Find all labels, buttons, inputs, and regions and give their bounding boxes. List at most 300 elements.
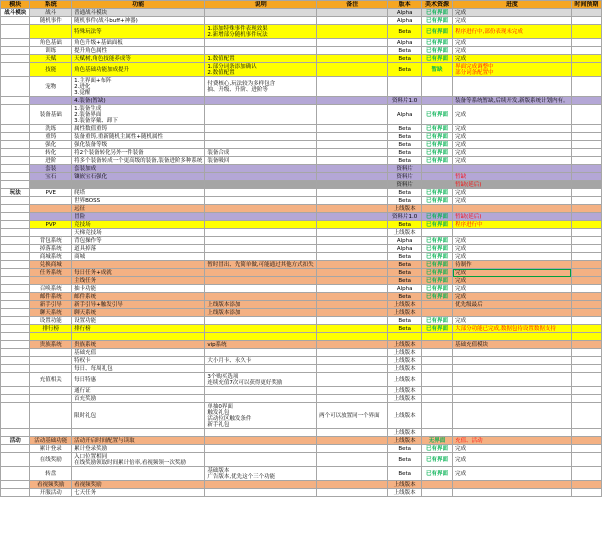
version-cell[interactable]: Beta bbox=[388, 445, 422, 453]
note-cell[interactable] bbox=[317, 229, 388, 237]
progress-cell[interactable]: 完成 bbox=[453, 39, 572, 47]
progress-cell[interactable]: 完成 bbox=[453, 125, 572, 133]
art-cell[interactable]: 已有界面 bbox=[421, 55, 452, 63]
module-cell[interactable] bbox=[1, 213, 30, 221]
module-cell[interactable]: 战斗模块 bbox=[1, 9, 30, 17]
note-cell[interactable] bbox=[317, 97, 388, 105]
description-cell[interactable] bbox=[205, 189, 317, 197]
module-cell[interactable] bbox=[1, 481, 30, 489]
note-cell[interactable] bbox=[317, 453, 388, 467]
progress-cell[interactable] bbox=[453, 349, 572, 357]
description-cell[interactable] bbox=[205, 349, 317, 357]
eta-cell[interactable] bbox=[571, 269, 601, 277]
feature-cell[interactable]: 排行榜 bbox=[72, 325, 205, 333]
art-cell[interactable]: 已有界面 bbox=[421, 141, 452, 149]
eta-cell[interactable] bbox=[571, 157, 601, 165]
version-cell[interactable]: Beta bbox=[388, 149, 422, 157]
eta-cell[interactable] bbox=[571, 105, 601, 125]
art-cell[interactable] bbox=[421, 489, 452, 497]
art-cell[interactable]: 已有界面 bbox=[421, 277, 452, 285]
art-cell[interactable] bbox=[421, 341, 452, 349]
description-cell[interactable]: 装备合成 bbox=[205, 149, 317, 157]
note-cell[interactable] bbox=[317, 181, 388, 189]
eta-cell[interactable] bbox=[571, 9, 601, 17]
note-cell[interactable] bbox=[317, 39, 388, 47]
art-cell[interactable]: 已有界面 bbox=[421, 189, 452, 197]
progress-cell[interactable]: 界面完成调整中 部分词条配置中 bbox=[453, 63, 572, 77]
feature-cell[interactable]: 竞技场 bbox=[72, 221, 205, 229]
description-cell[interactable] bbox=[205, 47, 317, 55]
feature-cell[interactable]: 首充奖励 bbox=[72, 395, 205, 403]
module-cell[interactable] bbox=[1, 197, 30, 205]
feature-cell[interactable]: 基础充值 bbox=[72, 349, 205, 357]
description-cell[interactable]: 1.添加特殊事件表现效果 2.新增部分随机事件玩法 bbox=[205, 25, 317, 39]
description-cell[interactable] bbox=[205, 269, 317, 277]
module-cell[interactable] bbox=[1, 63, 30, 77]
col-header[interactable]: 进度 bbox=[453, 1, 572, 9]
eta-cell[interactable] bbox=[571, 489, 601, 497]
feature-cell[interactable]: 每日、每周礼包 bbox=[72, 365, 205, 373]
note-cell[interactable] bbox=[317, 165, 388, 173]
progress-cell[interactable]: 完成 bbox=[453, 105, 572, 125]
art-cell[interactable]: 已有界面 bbox=[421, 237, 452, 245]
art-cell[interactable] bbox=[421, 181, 452, 189]
eta-cell[interactable] bbox=[571, 387, 601, 395]
art-cell[interactable] bbox=[421, 333, 452, 341]
art-cell[interactable]: 已有界面 bbox=[421, 25, 452, 39]
module-cell[interactable] bbox=[1, 133, 30, 141]
note-cell[interactable] bbox=[317, 77, 388, 97]
feature-cell[interactable]: 每日特惠 bbox=[72, 373, 205, 387]
version-cell[interactable]: 资料片 bbox=[388, 181, 422, 189]
progress-cell[interactable]: 完成 bbox=[453, 157, 572, 165]
art-cell[interactable]: 已有界面 bbox=[421, 47, 452, 55]
module-cell[interactable] bbox=[1, 429, 30, 437]
note-cell[interactable] bbox=[317, 9, 388, 17]
system-cell[interactable] bbox=[30, 349, 72, 357]
system-cell[interactable]: 战斗 bbox=[30, 9, 72, 17]
description-cell[interactable] bbox=[205, 445, 317, 453]
version-cell[interactable]: 资料片 bbox=[388, 165, 422, 173]
progress-cell[interactable] bbox=[453, 205, 572, 213]
art-cell[interactable]: 已有界面 bbox=[421, 325, 452, 333]
module-cell[interactable] bbox=[1, 317, 30, 325]
eta-cell[interactable] bbox=[571, 285, 601, 293]
eta-cell[interactable] bbox=[571, 403, 601, 429]
module-cell[interactable] bbox=[1, 165, 30, 173]
eta-cell[interactable] bbox=[571, 237, 601, 245]
version-cell[interactable]: 资料片1.0 bbox=[388, 213, 422, 221]
art-cell[interactable]: 已有界面 bbox=[421, 467, 452, 481]
note-cell[interactable] bbox=[317, 17, 388, 25]
col-header[interactable]: 版本 bbox=[388, 1, 422, 9]
progress-cell[interactable]: 暂缺(延后) bbox=[453, 213, 572, 221]
version-cell[interactable]: Beta bbox=[388, 221, 422, 229]
version-cell[interactable]: 资料片 bbox=[388, 173, 422, 181]
progress-cell[interactable] bbox=[453, 365, 572, 373]
progress-cell[interactable]: 完成 bbox=[453, 453, 572, 467]
feature-cell[interactable]: 远征 bbox=[72, 205, 205, 213]
description-cell[interactable] bbox=[205, 395, 317, 403]
progress-cell[interactable]: 完成 bbox=[453, 9, 572, 17]
version-cell[interactable]: 资料片1.0 bbox=[388, 97, 422, 105]
progress-cell[interactable]: 完成 bbox=[453, 277, 572, 285]
system-cell[interactable] bbox=[30, 277, 72, 285]
feature-cell[interactable] bbox=[72, 333, 205, 341]
art-cell[interactable]: 已有界面 bbox=[421, 39, 452, 47]
eta-cell[interactable] bbox=[571, 25, 601, 39]
description-cell[interactable]: 3个购买选项 连续充值7次可以获得更好奖励 bbox=[205, 373, 317, 387]
description-cell[interactable] bbox=[205, 437, 317, 445]
version-cell[interactable]: Beta bbox=[388, 325, 422, 333]
module-cell[interactable] bbox=[1, 157, 30, 165]
system-cell[interactable]: 在线奖励 bbox=[30, 453, 72, 467]
progress-cell[interactable] bbox=[453, 309, 572, 317]
description-cell[interactable] bbox=[205, 453, 317, 467]
art-cell[interactable] bbox=[421, 229, 452, 237]
feature-cell[interactable]: 强化装备等级 bbox=[72, 141, 205, 149]
art-cell[interactable] bbox=[421, 173, 452, 181]
feature-cell[interactable]: 特权卡 bbox=[72, 357, 205, 365]
progress-cell[interactable]: 完成 bbox=[453, 253, 572, 261]
module-cell[interactable] bbox=[1, 387, 30, 395]
system-cell[interactable]: 转盘 bbox=[30, 467, 72, 481]
version-cell[interactable]: 上线版本 bbox=[388, 403, 422, 429]
module-cell[interactable] bbox=[1, 39, 30, 47]
description-cell[interactable] bbox=[205, 245, 317, 253]
note-cell[interactable] bbox=[317, 141, 388, 149]
module-cell[interactable] bbox=[1, 373, 30, 387]
version-cell[interactable]: 上线版本 bbox=[388, 481, 422, 489]
description-cell[interactable] bbox=[205, 213, 317, 221]
progress-cell[interactable] bbox=[453, 489, 572, 497]
module-cell[interactable]: 玩法 bbox=[1, 189, 30, 197]
description-cell[interactable] bbox=[205, 429, 317, 437]
module-cell[interactable] bbox=[1, 25, 30, 39]
note-cell[interactable] bbox=[317, 395, 388, 403]
description-cell[interactable] bbox=[205, 365, 317, 373]
note-cell[interactable] bbox=[317, 341, 388, 349]
version-cell[interactable]: 上线版本 bbox=[388, 229, 422, 237]
system-cell[interactable]: 转化 bbox=[30, 149, 72, 157]
description-cell[interactable] bbox=[205, 253, 317, 261]
art-cell[interactable]: 已有界面 bbox=[421, 157, 452, 165]
note-cell[interactable] bbox=[317, 63, 388, 77]
feature-cell[interactable]: 抽卡功能 bbox=[72, 285, 205, 293]
system-cell[interactable] bbox=[30, 333, 72, 341]
eta-cell[interactable] bbox=[571, 317, 601, 325]
note-cell[interactable] bbox=[317, 357, 388, 365]
art-cell[interactable]: 已有界面 bbox=[421, 149, 452, 157]
art-cell[interactable]: 已有界面 bbox=[421, 269, 452, 277]
note-cell[interactable] bbox=[317, 429, 388, 437]
version-cell[interactable]: Beta bbox=[388, 141, 422, 149]
system-cell[interactable]: 宝石 bbox=[30, 173, 72, 181]
feature-cell[interactable]: 通行证 bbox=[72, 387, 205, 395]
module-cell[interactable] bbox=[1, 293, 30, 301]
system-cell[interactable] bbox=[30, 197, 72, 205]
module-cell[interactable] bbox=[1, 141, 30, 149]
module-cell[interactable] bbox=[1, 229, 30, 237]
note-cell[interactable] bbox=[317, 47, 388, 55]
version-cell[interactable]: Beta bbox=[388, 25, 422, 39]
version-cell[interactable]: 上线版本 bbox=[388, 309, 422, 317]
art-cell[interactable] bbox=[421, 205, 452, 213]
eta-cell[interactable] bbox=[571, 197, 601, 205]
eta-cell[interactable] bbox=[571, 357, 601, 365]
version-cell[interactable]: Beta bbox=[388, 269, 422, 277]
progress-cell[interactable]: 完成 bbox=[453, 141, 572, 149]
progress-cell[interactable] bbox=[453, 77, 572, 97]
system-cell[interactable]: 角色基础 bbox=[30, 39, 72, 47]
col-header[interactable]: 说明 bbox=[205, 1, 317, 9]
progress-cell[interactable]: 完成 bbox=[453, 189, 572, 197]
art-cell[interactable] bbox=[421, 481, 452, 489]
system-cell[interactable] bbox=[30, 365, 72, 373]
module-cell[interactable] bbox=[1, 467, 30, 481]
feature-cell[interactable]: 套装加成 bbox=[72, 165, 205, 173]
art-cell[interactable]: 已有界面 bbox=[421, 293, 452, 301]
eta-cell[interactable] bbox=[571, 373, 601, 387]
eta-cell[interactable] bbox=[571, 17, 601, 25]
note-cell[interactable] bbox=[317, 285, 388, 293]
module-cell[interactable] bbox=[1, 237, 30, 245]
feature-cell[interactable]: 镶嵌宝石强化 bbox=[72, 173, 205, 181]
eta-cell[interactable] bbox=[571, 325, 601, 333]
progress-cell[interactable]: 基础充值模块 bbox=[453, 341, 572, 349]
feature-cell[interactable]: 天梯竞技场 bbox=[72, 229, 205, 237]
system-cell[interactable] bbox=[30, 213, 72, 221]
version-cell[interactable]: 上线版本 bbox=[388, 365, 422, 373]
module-cell[interactable] bbox=[1, 205, 30, 213]
system-cell[interactable]: 重铸 bbox=[30, 133, 72, 141]
note-cell[interactable] bbox=[317, 105, 388, 125]
feature-cell[interactable] bbox=[72, 429, 205, 437]
progress-cell[interactable] bbox=[453, 403, 572, 429]
art-cell[interactable]: 已有界面 bbox=[421, 221, 452, 229]
feature-cell[interactable]: 天赋树,角色技能养成等 bbox=[72, 55, 205, 63]
note-cell[interactable] bbox=[317, 293, 388, 301]
progress-cell[interactable]: 完成 bbox=[453, 317, 572, 325]
module-cell[interactable] bbox=[1, 309, 30, 317]
eta-cell[interactable] bbox=[571, 133, 601, 141]
eta-cell[interactable] bbox=[571, 141, 601, 149]
art-cell[interactable]: 已有界面 bbox=[421, 17, 452, 25]
col-header[interactable]: 系统 bbox=[30, 1, 72, 9]
feature-cell[interactable] bbox=[72, 181, 205, 189]
progress-cell[interactable]: 优先级最后 bbox=[453, 301, 572, 309]
art-cell[interactable] bbox=[421, 97, 452, 105]
system-cell[interactable] bbox=[30, 25, 72, 39]
progress-cell[interactable]: 完成 bbox=[453, 133, 572, 141]
description-cell[interactable]: 单抽0界面 触发礼包 活动位区触发条件 新手礼包 bbox=[205, 403, 317, 429]
eta-cell[interactable] bbox=[571, 437, 601, 445]
eta-cell[interactable] bbox=[571, 205, 601, 213]
feature-cell[interactable]: 每日任务+成就 bbox=[72, 269, 205, 277]
feature-cell[interactable]: 七天任务 bbox=[72, 489, 205, 497]
feature-cell[interactable]: 装备重铸,重新随机主属性+随机属性 bbox=[72, 133, 205, 141]
feature-cell[interactable]: 爬塔 bbox=[72, 189, 205, 197]
note-cell[interactable] bbox=[317, 25, 388, 39]
description-cell[interactable] bbox=[205, 237, 317, 245]
feature-cell[interactable]: 角色基础功能加成提升 bbox=[72, 63, 205, 77]
module-cell[interactable] bbox=[1, 277, 30, 285]
feature-cell[interactable]: 提升角色属性 bbox=[72, 47, 205, 55]
module-cell[interactable] bbox=[1, 47, 30, 55]
art-cell[interactable]: 已有界面 bbox=[421, 9, 452, 17]
description-cell[interactable] bbox=[205, 229, 317, 237]
module-cell[interactable] bbox=[1, 261, 30, 269]
system-cell[interactable] bbox=[30, 395, 72, 403]
feature-cell[interactable]: 背包操作等 bbox=[72, 237, 205, 245]
description-cell[interactable] bbox=[205, 133, 317, 141]
description-cell[interactable]: 装备吸回 bbox=[205, 157, 317, 165]
eta-cell[interactable] bbox=[571, 341, 601, 349]
version-cell[interactable]: Alpha bbox=[388, 285, 422, 293]
system-cell[interactable]: 设置功能 bbox=[30, 317, 72, 325]
note-cell[interactable] bbox=[317, 317, 388, 325]
feature-cell[interactable]: 特殊玩法等 bbox=[72, 25, 205, 39]
description-cell[interactable] bbox=[205, 205, 317, 213]
module-cell[interactable] bbox=[1, 125, 30, 133]
description-cell[interactable]: vip系统 bbox=[205, 341, 317, 349]
feature-cell[interactable]: 普通战斗模块 bbox=[72, 9, 205, 17]
version-cell[interactable]: Alpha bbox=[388, 105, 422, 125]
description-cell[interactable] bbox=[205, 17, 317, 25]
progress-cell[interactable]: 完成 bbox=[453, 17, 572, 25]
progress-cell[interactable]: 程序进行中,部份表现未完成 bbox=[453, 25, 572, 39]
note-cell[interactable] bbox=[317, 489, 388, 497]
progress-cell[interactable]: 完成 bbox=[453, 285, 572, 293]
art-cell[interactable]: 已有界面 bbox=[421, 213, 452, 221]
module-cell[interactable] bbox=[1, 357, 30, 365]
description-cell[interactable] bbox=[205, 181, 317, 189]
description-cell[interactable] bbox=[205, 317, 317, 325]
module-cell[interactable] bbox=[1, 325, 30, 333]
progress-cell[interactable]: 完成 bbox=[453, 237, 572, 245]
art-cell[interactable] bbox=[421, 387, 452, 395]
module-cell[interactable] bbox=[1, 17, 30, 25]
module-cell[interactable] bbox=[1, 445, 30, 453]
progress-cell[interactable] bbox=[453, 387, 572, 395]
system-cell[interactable]: 宠物 bbox=[30, 77, 72, 97]
description-cell[interactable] bbox=[205, 141, 317, 149]
module-cell[interactable] bbox=[1, 181, 30, 189]
note-cell[interactable] bbox=[317, 213, 388, 221]
version-cell[interactable]: Beta bbox=[388, 253, 422, 261]
description-cell[interactable] bbox=[205, 221, 317, 229]
feature-cell[interactable]: 将2个装备转化另外一件装备 bbox=[72, 149, 205, 157]
progress-cell[interactable] bbox=[453, 395, 572, 403]
version-cell[interactable]: Beta bbox=[388, 317, 422, 325]
version-cell[interactable]: Beta bbox=[388, 467, 422, 481]
progress-cell[interactable]: 完成 bbox=[453, 467, 572, 481]
progress-cell[interactable]: 完成 bbox=[453, 293, 572, 301]
system-cell[interactable]: 背包系统 bbox=[30, 237, 72, 245]
eta-cell[interactable] bbox=[571, 301, 601, 309]
eta-cell[interactable] bbox=[571, 395, 601, 403]
description-cell[interactable] bbox=[205, 285, 317, 293]
eta-cell[interactable] bbox=[571, 221, 601, 229]
eta-cell[interactable] bbox=[571, 349, 601, 357]
art-cell[interactable]: 已有界面 bbox=[421, 285, 452, 293]
progress-cell[interactable]: 完成 bbox=[453, 269, 572, 277]
note-cell[interactable] bbox=[317, 269, 388, 277]
progress-cell[interactable] bbox=[453, 481, 572, 489]
eta-cell[interactable] bbox=[571, 149, 601, 157]
description-cell[interactable] bbox=[205, 97, 317, 105]
version-cell[interactable]: 上线版本 bbox=[388, 205, 422, 213]
system-cell[interactable]: 贵族系统 bbox=[30, 341, 72, 349]
progress-cell[interactable]: 大部分功能已完成,数据包待设置数据支持 bbox=[453, 325, 572, 333]
module-cell[interactable] bbox=[1, 55, 30, 63]
note-cell[interactable] bbox=[317, 437, 388, 445]
note-cell[interactable] bbox=[317, 333, 388, 341]
note-cell[interactable] bbox=[317, 245, 388, 253]
eta-cell[interactable] bbox=[571, 467, 601, 481]
module-cell[interactable] bbox=[1, 149, 30, 157]
eta-cell[interactable] bbox=[571, 445, 601, 453]
col-header[interactable]: 模块 bbox=[1, 1, 30, 9]
feature-cell[interactable]: 商城 bbox=[72, 253, 205, 261]
version-cell[interactable] bbox=[388, 77, 422, 97]
art-cell[interactable] bbox=[421, 357, 452, 365]
note-cell[interactable] bbox=[317, 445, 388, 453]
art-cell[interactable] bbox=[421, 373, 452, 387]
description-cell[interactable] bbox=[205, 173, 317, 181]
version-cell[interactable]: Beta bbox=[388, 125, 422, 133]
feature-cell[interactable]: 属性数值重铸 bbox=[72, 125, 205, 133]
version-cell[interactable]: Alpha bbox=[388, 245, 422, 253]
version-cell[interactable]: 上线版本 bbox=[388, 349, 422, 357]
version-cell[interactable] bbox=[388, 333, 422, 341]
description-cell[interactable]: 上线版本添加 bbox=[205, 301, 317, 309]
module-cell[interactable] bbox=[1, 453, 30, 467]
module-cell[interactable] bbox=[1, 97, 30, 105]
note-cell[interactable] bbox=[317, 189, 388, 197]
module-cell[interactable] bbox=[1, 349, 30, 357]
eta-cell[interactable] bbox=[571, 39, 601, 47]
module-cell[interactable] bbox=[1, 77, 30, 97]
version-cell[interactable]: 上线版本 bbox=[388, 373, 422, 387]
note-cell[interactable] bbox=[317, 157, 388, 165]
description-cell[interactable] bbox=[205, 165, 317, 173]
version-cell[interactable]: Beta bbox=[388, 157, 422, 165]
art-cell[interactable] bbox=[421, 403, 452, 429]
art-cell[interactable]: 暂缺 bbox=[421, 63, 452, 77]
feature-cell[interactable]: 活动开启时间配置与读取 bbox=[72, 437, 205, 445]
version-cell[interactable]: 上线版本 bbox=[388, 429, 422, 437]
module-cell[interactable] bbox=[1, 365, 30, 373]
system-cell[interactable]: 任务系统 bbox=[30, 269, 72, 277]
eta-cell[interactable] bbox=[571, 55, 601, 63]
description-cell[interactable] bbox=[205, 387, 317, 395]
note-cell[interactable] bbox=[317, 373, 388, 387]
description-cell[interactable]: 大小月卡、永久卡 bbox=[205, 357, 317, 365]
description-cell[interactable] bbox=[205, 333, 317, 341]
eta-cell[interactable] bbox=[571, 125, 601, 133]
version-cell[interactable]: Beta bbox=[388, 133, 422, 141]
module-cell[interactable] bbox=[1, 221, 30, 229]
progress-cell[interactable]: 程序进行中 bbox=[453, 221, 572, 229]
progress-cell[interactable] bbox=[453, 333, 572, 341]
eta-cell[interactable] bbox=[571, 47, 601, 55]
system-cell[interactable]: 兑换商城 bbox=[30, 261, 72, 269]
description-cell[interactable] bbox=[205, 125, 317, 133]
note-cell[interactable] bbox=[317, 55, 388, 63]
system-cell[interactable]: 强化 bbox=[30, 141, 72, 149]
system-cell[interactable]: 装备基础 bbox=[30, 105, 72, 125]
